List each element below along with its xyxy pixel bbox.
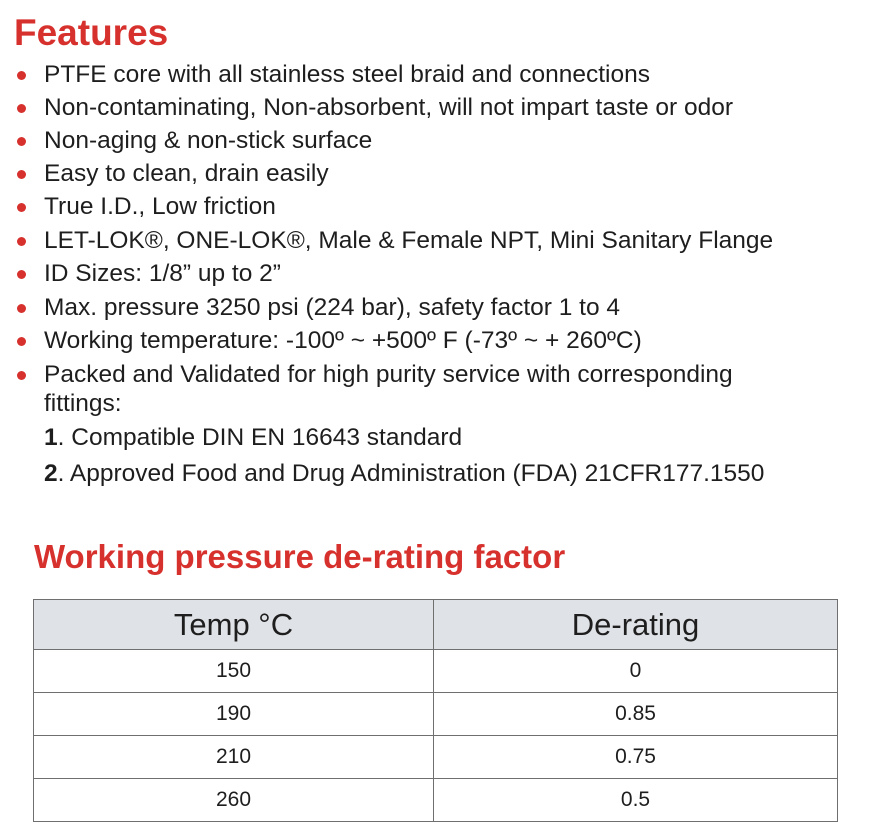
bullet-icon <box>17 170 26 179</box>
table-row <box>34 650 838 693</box>
feature-item <box>0 324 871 358</box>
feature-text: ID Sizes: 1/8” up to 2” <box>44 260 281 287</box>
feature-item <box>0 358 871 422</box>
feature-item <box>0 291 871 325</box>
column-header-derating: De-rating <box>434 600 838 650</box>
derating-heading: Working pressure de-rating factor <box>34 538 566 575</box>
feature-text: LET-LOK®, ONE-LOK®, Male & Female NPT, Mini Sanitary Flange <box>44 227 774 254</box>
feature-item <box>0 91 871 125</box>
sub-item <box>44 459 764 489</box>
table-row <box>34 736 838 779</box>
table-row <box>34 779 838 822</box>
cell-temp: 210 <box>34 736 434 779</box>
cell-derating: 0.75 <box>434 736 838 779</box>
bullet-icon <box>17 304 26 313</box>
sub-item-text: . Approved Food and Drug Administration (FDA) 21CFR177.1550 <box>57 460 765 487</box>
feature-item <box>0 124 871 158</box>
feature-item <box>0 224 871 258</box>
table-row <box>34 693 838 736</box>
feature-text: PTFE core with all stainless steel braid and connections <box>44 61 650 88</box>
feature-text: Max. pressure 3250 psi (224 bar), safety factor 1 to 4 <box>44 294 621 321</box>
bullet-icon <box>17 237 26 246</box>
bullet-icon <box>17 203 26 212</box>
features-heading: Features <box>14 12 169 53</box>
feature-text: Easy to clean, drain easily <box>44 160 329 187</box>
feature-item <box>0 58 871 92</box>
bullet-icon <box>17 337 26 346</box>
feature-text: Non-aging & non-stick surface <box>44 127 373 154</box>
cell-derating: 0 <box>434 650 838 693</box>
cell-temp: 150 <box>34 650 434 693</box>
feature-text: Working temperature: -100º ~ +500º F (-73º ~ + 260ºC) <box>44 327 642 354</box>
feature-text: Non-contaminating, Non-absorbent, will not impart taste or odor <box>44 94 734 121</box>
bullet-icon <box>17 104 26 113</box>
feature-text: True I.D., Low friction <box>44 193 276 220</box>
bullet-icon <box>17 71 26 80</box>
sub-item-number: 1 <box>44 424 58 451</box>
feature-item <box>0 157 871 191</box>
cell-temp: 190 <box>34 693 434 736</box>
cell-derating: 0.85 <box>434 693 838 736</box>
feature-text: Packed and Validated for high purity service with corresponding fittings: <box>44 361 733 417</box>
bullet-icon <box>17 270 26 279</box>
sub-item-text: . Compatible DIN EN 16643 standard <box>57 424 463 451</box>
table-header-row <box>34 600 838 650</box>
feature-item <box>0 257 871 291</box>
cell-temp: 260 <box>34 779 434 822</box>
cell-derating: 0.5 <box>434 779 838 822</box>
derating-table <box>33 599 838 822</box>
feature-item <box>0 190 871 224</box>
sub-item-number: 2 <box>44 460 58 487</box>
sub-item <box>44 423 462 453</box>
bullet-icon <box>17 137 26 146</box>
column-header-temp: Temp °C <box>34 600 434 650</box>
bullet-icon <box>17 371 26 380</box>
